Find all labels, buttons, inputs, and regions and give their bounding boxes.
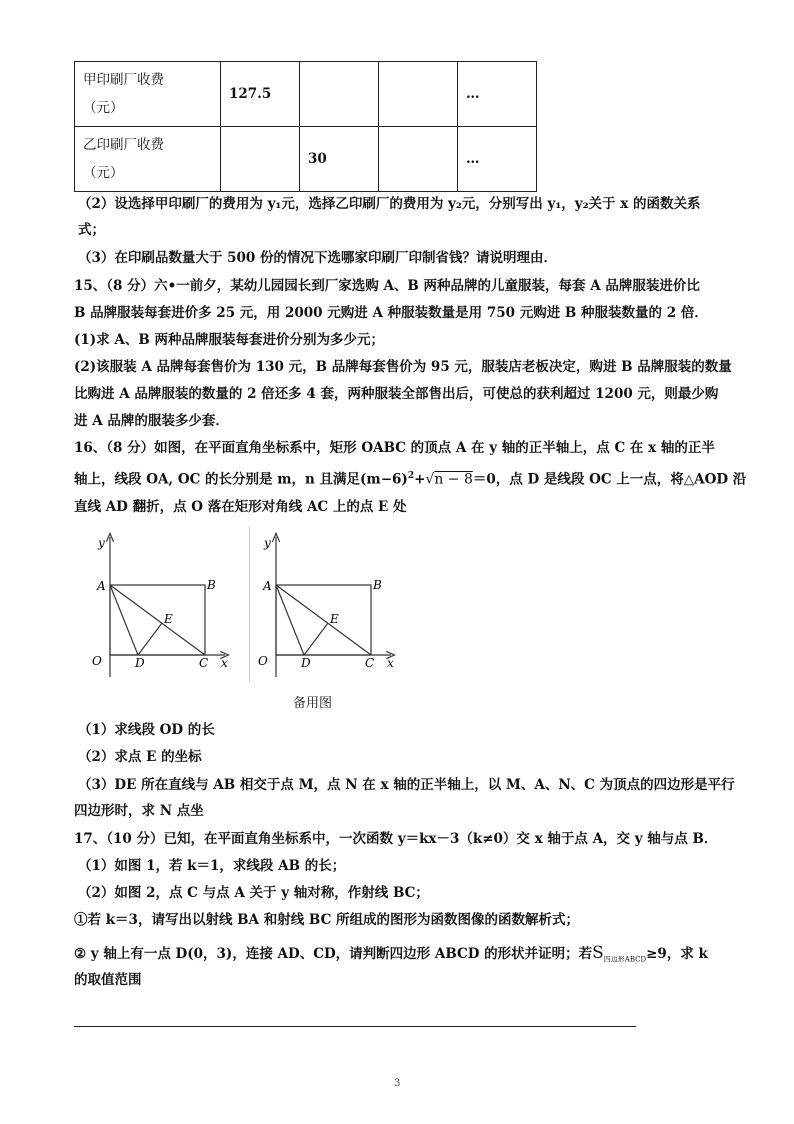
q15-part2-line3: 进 A 品牌的服装多少套． xyxy=(74,413,229,429)
q16-line3: 直线 AD 翻折，点 O 落在矩形对角线 AC 上的点 E 处 xyxy=(74,499,407,515)
figure-spare xyxy=(258,536,394,677)
q16-part1: （1）求线段 OD 的长 xyxy=(78,722,215,738)
label-e: E xyxy=(330,612,339,626)
q17-part2-sub1: ①若 k＝3，请写出以射线 BA 和射线 BC 所组成的图形为函数图像的函数解析式； xyxy=(74,912,580,928)
label-x: x xyxy=(221,656,228,670)
label-x: x xyxy=(387,656,394,670)
coordinate-figures xyxy=(80,527,410,687)
table-cell xyxy=(379,62,458,127)
fee-table xyxy=(74,61,537,192)
table-cell: 127.5 xyxy=(221,62,300,127)
table-cell xyxy=(221,127,300,192)
table-row xyxy=(75,62,537,127)
label-o: O xyxy=(258,654,268,668)
row-header: 甲印刷厂收费 （元） xyxy=(75,62,221,127)
page-number: 3 xyxy=(394,1078,401,1089)
q15-part1: (1)求 A、B 两种品牌服装每套进价分别为多少元； xyxy=(74,332,384,348)
label-d: D xyxy=(301,656,311,670)
table-cell xyxy=(379,127,458,192)
figure-caption: 备用图 xyxy=(293,696,333,711)
q15-line1: 15、（8 分）六•一前夕，某幼儿园园长到厂家选购 A、B 两种品牌的儿童服装，每套 A 品牌服装进价比 xyxy=(74,278,700,294)
q16-part3-line1: （3）DE 所在直线与 AB 相交于点 M，点 N 在 x 轴的正半轴上，以 M、A、N、C 为顶点的四边形是平行 xyxy=(78,777,735,793)
q17-part1: （1）如图 1，若 k＝1，求线段 AB 的长； xyxy=(78,858,346,874)
q16-line1: 16、（8 分）如图，在平面直角坐标系中，矩形 OABC 的顶点 A 在 y 轴的正半轴上，点 C 在 x 轴的正半 xyxy=(74,440,715,456)
q17-line1: 17、（10 分）已知，在平面直角坐标系中，一次函数 y＝kx－3（k≠0）交 x 轴于点 A，交 y 轴与点 B． xyxy=(74,831,718,847)
label-d: D xyxy=(135,656,145,670)
q17-part2-sub2: ② y 轴上有一点 D(0，3)，连接 AD、CD，请判断四边形 ABCD 的形状并证明；若$S_{四边形ABCD}\ge 9$，求 k xyxy=(74,943,708,964)
row-header: 乙印刷厂收费 （元） xyxy=(75,127,221,192)
q14-part2-line1: （2）设选择甲印刷厂的费用为 y₁元，选择乙印刷厂的费用为 y₂元，分别写出 y₁，y₂关于 x 的函数关系 xyxy=(78,196,701,212)
table-cell xyxy=(300,62,379,127)
label-c: C xyxy=(365,656,375,670)
label-b: B xyxy=(373,578,382,592)
q16-part2: （2）求点 E 的坐标 xyxy=(78,749,202,765)
segment-de xyxy=(304,623,328,655)
q17-part2-sub2-line2: 的取值范围 xyxy=(74,972,142,988)
label-a: A xyxy=(263,579,272,593)
q15-part2-line1: (2)该服装 A 品牌每套售价为 130 元，B 品牌每套售价为 95 元，服装店老板决定，购进 B 品牌服装的数量 xyxy=(74,359,732,375)
table-cell: … xyxy=(458,127,537,192)
label-a: A xyxy=(97,579,106,593)
table-cell: 30 xyxy=(300,127,379,192)
figure-divider xyxy=(249,527,250,682)
label-y: y xyxy=(264,536,271,550)
label-b: B xyxy=(207,578,216,592)
label-c: C xyxy=(199,656,209,670)
figure-main xyxy=(92,536,228,677)
q15-line2: B 品牌服装每套进价多 25 元，用 2000 元购进 A 种服装数量是用 750 元购进 B 种服装数量的 2 倍． xyxy=(74,305,708,321)
q16-line2: 轴上，线段 OA, OC 的长分别是 m，n 且满足$(m-6)^2+√n - 8=0$，点 D 是线段 OC 上一点，将△AOD 沿 xyxy=(74,471,747,488)
footer-rule xyxy=(74,1026,636,1027)
label-y: y xyxy=(98,536,105,550)
q15-part2-line2: 比购进 A 品牌服装的数量的 2 倍还多 4 套，两种服装全部售出后，可使总的获利超过 1200 元，则最少购 xyxy=(74,386,719,402)
table-cell: … xyxy=(458,62,537,127)
q14-part2-line2: 式； xyxy=(78,222,105,238)
q16-part3-line2: 四边形时，求 N 点坐 xyxy=(74,803,204,819)
q14-part3: （3）在印刷品数量大于 500 份的情况下选哪家印刷厂印制省钱？请说明理由． xyxy=(78,250,557,266)
q17-part2: （2）如图 2，点 C 与点 A 关于 y 轴对称，作射线 BC； xyxy=(78,885,429,901)
table-row xyxy=(75,127,537,192)
segment-de xyxy=(138,623,162,655)
label-o: O xyxy=(92,654,102,668)
label-e: E xyxy=(164,612,173,626)
